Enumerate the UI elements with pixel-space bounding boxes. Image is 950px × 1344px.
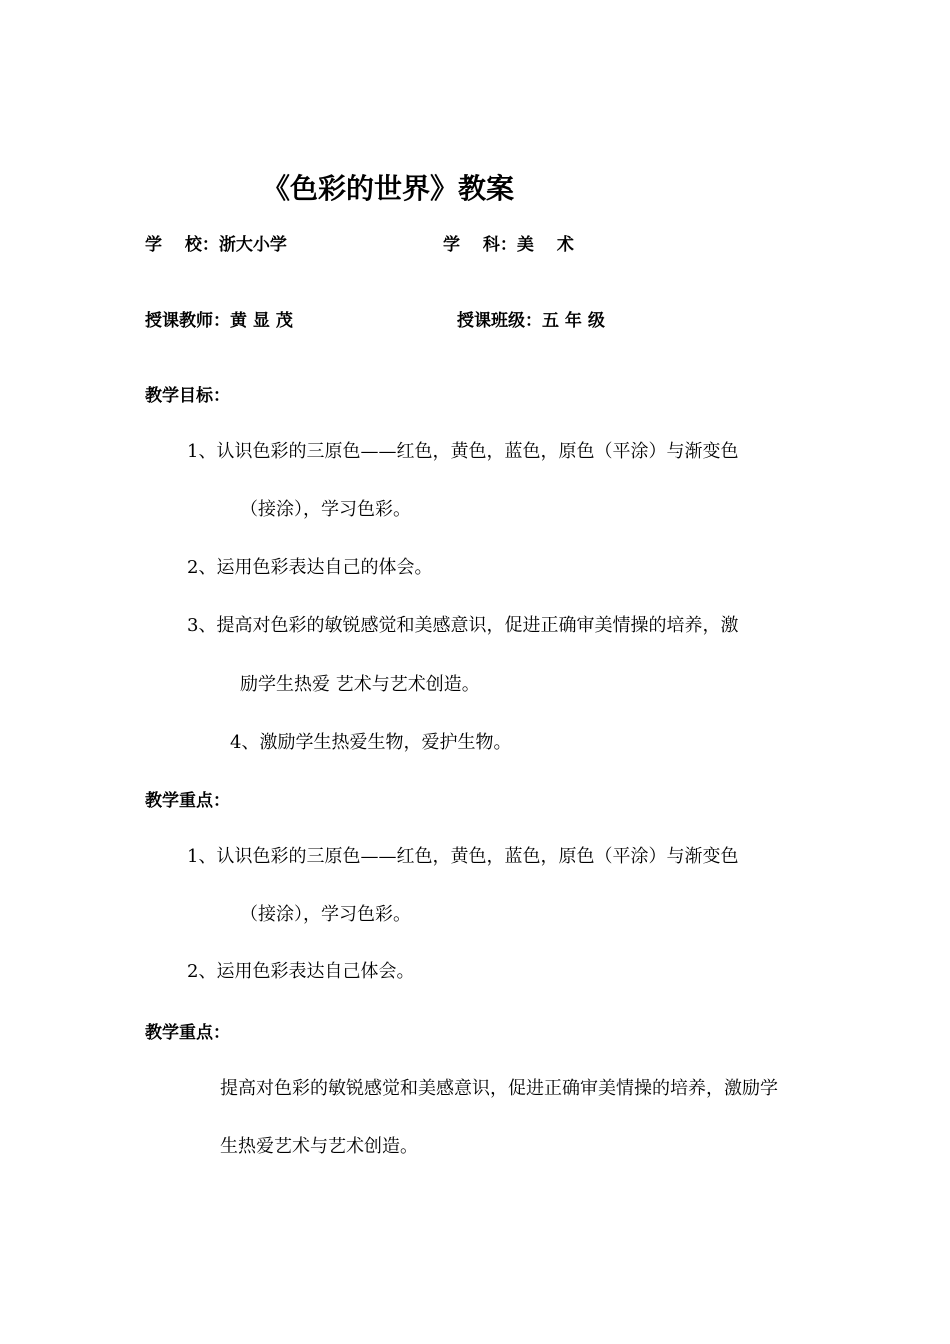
objective-4: 4、激励学生热爱生物，爱护生物。 (230, 732, 512, 753)
key-points-heading: 教学重点： (145, 791, 230, 811)
objective-3-line-2: 励学生热爱 艺术与艺术创造。 (240, 674, 480, 695)
grade-field: 授课班级：五 年 级 (457, 311, 605, 331)
teacher-field: 授课教师：黄 显 茂 (145, 311, 293, 331)
key-point-1-line-2: （接涂），学习色彩。 (240, 904, 411, 925)
key-point-1-line-1: 1、认识色彩的三原色——红色，黄色，蓝色，原色（平涂）与渐变色 (187, 846, 739, 867)
key-point-2: 2、运用色彩表达自己体会。 (187, 961, 415, 982)
objective-1-line-2: （接涂），学习色彩。 (240, 499, 411, 520)
school-field: 学 校：浙大小学 (145, 235, 287, 255)
objective-3-line-1: 3、提高对色彩的敏锐感觉和美感意识，促进正确审美情操的培养，激 (187, 615, 739, 636)
document-title: 《色彩的世界》教案 (262, 172, 515, 205)
subject-field: 学 科：美 术 (443, 235, 574, 255)
objectives-heading: 教学目标： (145, 386, 230, 406)
difficulty-line-2: 生热爱艺术与艺术创造。 (220, 1136, 418, 1157)
difficulty-line-1: 提高对色彩的敏锐感觉和美感意识，促进正确审美情操的培养，激励学 (220, 1078, 778, 1099)
difficulties-heading: 教学重点： (145, 1023, 230, 1043)
objective-1-line-1: 1、认识色彩的三原色——红色，黄色，蓝色，原色（平涂）与渐变色 (187, 441, 739, 462)
objective-2: 2、运用色彩表达自己的体会。 (187, 557, 433, 578)
